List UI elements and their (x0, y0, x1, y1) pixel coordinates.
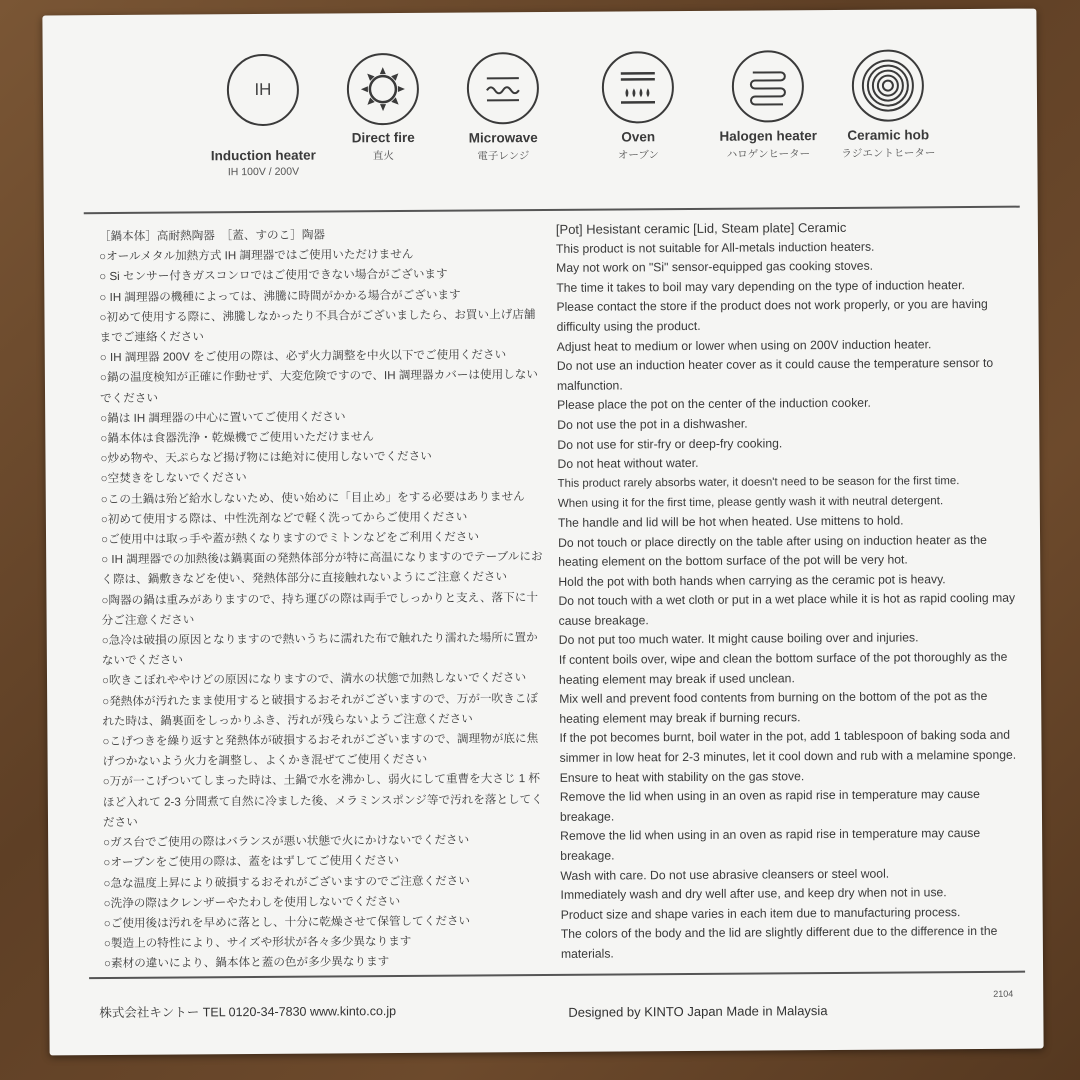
en-line: Please place the pot on the center of the induction cooker. (557, 396, 871, 413)
halogen-icon (732, 50, 805, 123)
en-line: Do not use the pot in a dishwasher. (557, 416, 748, 432)
icon-label-halogen: Halogen heater (719, 128, 818, 144)
icon-item-ceramic-hob (818, 49, 959, 161)
jp-line: ○ガス台でご使用の際はバランスが悪い状態で火にかけないでください (103, 833, 470, 850)
en-line: May not work on "Si" sensor-equipped gas cooking stoves. (556, 258, 874, 276)
en-line: Do not heat without water. (557, 456, 699, 472)
microwave-icon (467, 52, 540, 125)
jp-line: ○ご使用後は汚れを早めに落とし、十分に乾燥させて保管してください (103, 914, 471, 930)
induction-glyph: IH (254, 79, 272, 100)
en-line: Remove the lid when using in an oven as rapid rise in temperature may cause breakage. (559, 787, 980, 824)
jp-line: ［鍋本体］高耐熱陶器 ［蓋、すのこ］陶器 (98, 228, 326, 244)
jp-line: ○ IH 調理器 200V をご使用の際は、必ず火力調整を中火以下でご使用ください (99, 348, 507, 365)
japanese-column (99, 224, 549, 975)
jp-line: ○ IH 調理器での加熱後は鍋裏面の発熱体部分が特に高温になりますのでテーブルにおく際は、鍋敷きなどを使い、発熱体部分に直接触れないようにご注意ください (101, 550, 543, 587)
induction-icon (227, 54, 300, 127)
en-line: Do not use an induction heater cover as it could cause the temperature sensor to malfunction. (556, 356, 994, 393)
heat-source-icons (193, 49, 954, 204)
company-contact: 株式会社キントー TEL 0120-34-7830 www.kinto.co.jp (99, 1004, 397, 1021)
jp-line: ○初めて使用する際は、中性洗剤などで軽く洗ってからご使用ください (100, 510, 468, 526)
en-line: Please contact the store if the product does not work properly, or you are having difficulty using the product. (556, 297, 988, 334)
icon-label-induction: Induction heater (210, 147, 316, 164)
top-divider (84, 206, 1020, 214)
jp-line: ○製造上の特性により、サイズや形状が各々多少異なります (103, 935, 412, 951)
en-line: This product is not suitable for All-metals induction heaters. (555, 239, 875, 256)
designed-by: Designed by KINTO Japan Made in Malaysia (568, 1003, 828, 1020)
flame-icon (347, 53, 420, 126)
en-line: Do not use for stir-fry or deep-fry cooking. (557, 435, 783, 452)
icon-label-direct-fire: Direct fire (351, 129, 415, 146)
en-line: The time it takes to boil may vary depending on the type of induction heater. (556, 277, 965, 295)
jp-line: ○鍋本体は食器洗浄・乾燥機でご使用いただけません (100, 430, 375, 446)
en-line: Remove the lid when using in an oven as rapid rise in temperature may cause breakage. (560, 826, 981, 863)
en-line: Do not put too much water. It might cause boiling over and injuries. (558, 630, 919, 648)
jp-line: ○素材の違いにより、鍋本体と蓋の色が多少異なります (103, 955, 390, 971)
jp-line: ○万が一こげついてしまった時は、土鍋で水を沸かし、弱火にして重曹を大さじ 1 杯ほど入れて 2-3 分間煮て自然に冷ました後、メラミンスポンジ等で汚れを落としてください (102, 772, 543, 829)
en-line: If the pot becomes burnt, boil water in the pot, add 1 tablespoon of baking soda and simmer in low heat for 2-3 minutes, let it cool down and rub with a melamine sponge. (559, 728, 1017, 765)
jp-line: ○こげつきを繰り返すと発熱体が破損するおそれがございますので、調理物が底に焦げつかないよう火力を調整し、よくかき混ぜてご使用ください (102, 732, 539, 769)
en-line: Immediately wash and dry well after use, and keep dry when not in use. (560, 885, 947, 903)
icon-label-microwave: Microwave (468, 130, 538, 146)
jp-line: ○発熱体が汚れたまま使用すると破損するおそれがございますので、万が一吹きこぼれた時は、鍋裏面をしっかりふき、汚れが残らないようご注意ください (102, 691, 538, 728)
jp-line: ○鍋の温度検知が正確に作動せず、大変危険ですので、IH 調理器カバーは使用しないでください (99, 368, 538, 405)
jp-line: ○ご使用中は取っ手や蓋が熱くなりますのでミトンなどをご利用ください (100, 530, 480, 547)
en-line: Wash with care. Do not use abrasive cleansers or steel wool. (560, 866, 890, 883)
jp-line: ○ IH 調理器の機種によっては、沸騰に時間がかかる場合がございます (99, 288, 461, 304)
en-line: The colors of the body and the lid are slightly different due to the difference in the materials. (560, 924, 998, 961)
en-line: The handle and lid will be hot when heated. Use mittens to hold. (557, 513, 904, 530)
print-code: 2104 (993, 988, 1014, 999)
en-line: Do not touch with a wet cloth or put in a wet place while it is hot as rapid cooling may cause breakage. (558, 590, 1016, 628)
icon-sub-ceramic-hob: ラジエントヒーター (841, 147, 936, 160)
icon-item-oven (568, 51, 709, 163)
jp-line: ○急冷は破損の原因となりますので熱いうちに濡れた布で触れたり濡れた場所に置かないでください (101, 631, 538, 668)
icon-sub-induction: IH 100V / 200V (227, 165, 300, 179)
icon-sub-microwave: 電子レンジ (477, 150, 530, 163)
jp-line: ○ Si センサー付きガスコンロではご使用できない場合がございます (99, 268, 448, 284)
jp-line: ○オーブンをご使用の際は、蓋をはずしてご使用ください (103, 854, 400, 870)
en-line: Product size and shape varies in each item due to manufacturing process. (560, 904, 961, 922)
icon-sub-oven: オーブン (617, 149, 659, 162)
jp-line: ○鍋は IH 調理器の中心に置いてご使用ください (100, 410, 346, 425)
jp-line: ○吹きこぼれややけどの原因になりますので、満水の状態で加熱しないでください (101, 671, 527, 688)
jp-line: ○オールメタル加熱方式 IH 調理器ではご使用いただけません (99, 248, 414, 264)
icon-sub-halogen: ハロゲンヒーター (726, 148, 811, 161)
jp-line: ○洗浄の際はクレンザーやたわしを使用しないでください (103, 894, 401, 910)
en-line: Hold the pot with both hands when carrying as the ceramic pot is heavy. (558, 571, 946, 589)
jp-line: ○陶器の鍋は重みがありますので、持ち運びの際は両手でしっかりと支え、落下に十分ご注意ください (101, 590, 538, 627)
en-line: If content boils over, wipe and clean the bottom surface of the pot thoroughly as the heating element may break if used unclean. (558, 649, 1008, 687)
icon-item-microwave (433, 52, 574, 164)
english-column (556, 217, 1021, 965)
jp-line: ○炒め物や、天ぷらなど揚げ物には絶対に使用しないでください (100, 450, 432, 466)
icon-label-ceramic-hob: Ceramic hob (847, 127, 930, 143)
jp-line: ○この土鍋は殆ど給水しないため、使い始めに「目止め」をする必要はありません (100, 489, 525, 506)
en-line: Adjust heat to medium or lower when using on 200V induction heater. (556, 336, 932, 354)
icon-label-oven: Oven (621, 129, 656, 145)
en-header: [Pot] Hesistant ceramic [Lid, Steam plate] Ceramic (555, 219, 847, 237)
jp-line: ○初めて使用する際に、沸騰しなかったり不具合がございましたら、お買い上げ店舗までご連絡ください (99, 307, 536, 345)
en-line: Ensure to heat with stability on the gas stove. (559, 768, 805, 785)
en-line: Mix well and prevent food contents from burning on the bottom of the pot as the heating element may break if burning recurs. (559, 689, 988, 726)
instruction-leaflet (42, 9, 1043, 1056)
jp-line: ○空焚きをしないでください (100, 471, 247, 486)
en-line: Do not touch or place directly on the table after using on induction heater as the heating element on the bottom surface of the pot will be very hot. (558, 532, 987, 569)
icon-sub-direct-fire: 直火 (372, 150, 394, 163)
en-line: When using it for the first time, please gently wash it with neutral detergent. (557, 494, 944, 511)
en-line: This product rarely absorbs water, it doesn't need to be season for the first time. (557, 474, 960, 490)
jp-line: ○急な温度上昇により破損するおそれがございますのでご注意ください (103, 874, 470, 890)
oven-icon (602, 51, 675, 124)
ceramic-hob-icon (852, 49, 925, 122)
